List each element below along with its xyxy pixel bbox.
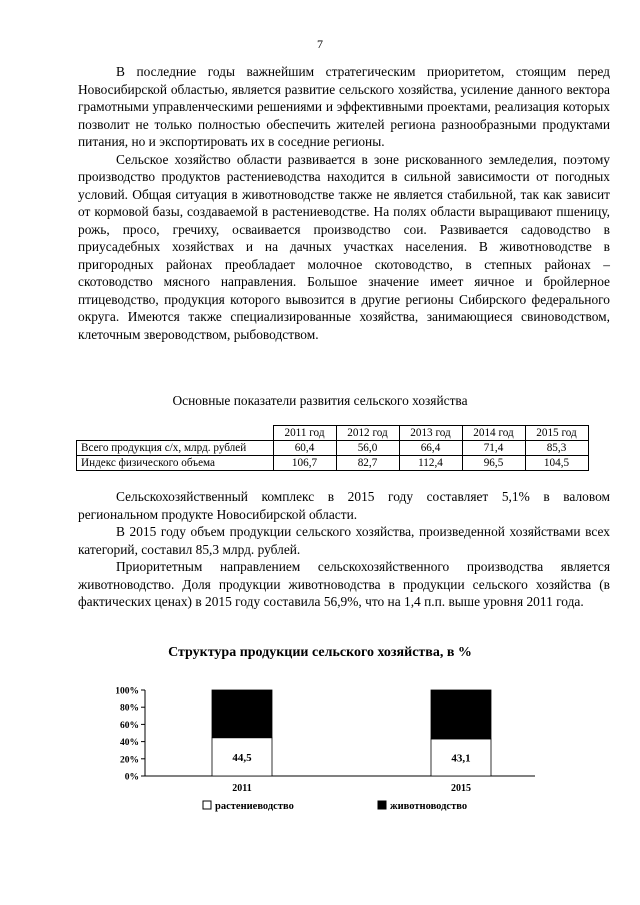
table-row [77,441,589,456]
legend-label: растениеводство [215,801,294,812]
y-tick-label: 20% [120,755,139,766]
legend-swatch [203,801,211,809]
table-cell: 66,4 [399,441,462,456]
x-tick-label: 2015 [451,783,471,794]
table-cell: 96,5 [462,456,525,471]
bar-segment-животноводство [212,690,272,738]
table-header-row [77,426,589,441]
table-header-cell: 2012 год [336,426,399,441]
table-header-cell: 2011 год [273,426,336,441]
table-header-cell: 2015 год [525,426,588,441]
page-number: 7 [317,37,323,51]
row-label: Всего продукция с/х, млрд. рублей [77,441,274,456]
y-tick-label: 100% [115,686,139,697]
table-header-cell: 2014 год [462,426,525,441]
middle-text [78,488,610,611]
table-cell: 106,7 [273,456,336,471]
paragraph: Приоритетным направлением сельскохозяйственного производства является животноводство. Доля продукции животноводства в продукции сельского хозяйства (в фактических ценах) в 2015 году составила 56,9%, что на 1,4 п.п. выше уровня 2011 года. [78,559,610,609]
legend-label: животноводство [390,801,468,812]
paragraph: В 2015 году объем продукции сельского хозяйства, произведенной хозяйствами всех категорий, составил 85,3 млрд. рублей. [78,524,610,557]
paragraph: В последние годы важнейшим стратегическим приоритетом, стоящим перед Новосибирской областью, является развитие сельского хозяйства, усиление данного вектора грамотными управленческими решениями и эффективными проектами, реализация которых позволит не только полностью обеспечить жителей региона разнообразными продуктами питания, но и экспортировать их в соседние регионы. [78,64,610,149]
y-tick-label: 0% [124,772,139,783]
data-label: 43,1 [451,752,471,765]
paragraph: Сельское хозяйство области развивается в зоне рискованного земледелия, поэтому производство продуктов растениеводства находится в сильной зависимости от погодных условий. Общая ситуация в животноводстве также не является стабильной, так как зависит от кормовой базы, создаваемой в растениеводстве. На полях области выращивают пшеницу, рожь, просо, гречиху, осваивается производство сои. Развивается садоводство в приусадебных хозяйствах и на дачных участках населения. В животноводстве в пригородных районах преобладает молочное скотоводство, в степных районах – скотоводство мясного направления. Большое значение имеет яичное и бройлерное птицеводство, продукция которого вывозится в другие регионы Сибирского федерального округа. Имеются также специализированные хозяйства, занимающиеся свиноводством, клеточным звероводством, рыбоводством. [78,151,610,342]
data-label: 44,5 [232,751,252,764]
table-header-cell: 2013 год [399,426,462,441]
table-cell: 85,3 [525,441,588,456]
intro-text [78,63,610,343]
y-tick-label: 60% [120,720,139,731]
table-row [77,456,589,471]
x-tick-label: 2011 [232,783,252,794]
row-label: Индекс физического объема [77,456,274,471]
table-title: Основные показатели развития сельского хозяйства [172,393,468,408]
legend-swatch [378,801,386,809]
paragraph: Сельскохозяйственный комплекс в 2015 году составляет 5,1% в валовом региональном продукте Новосибирской области. [78,489,610,522]
table-cell: 71,4 [462,441,525,456]
y-tick-label: 80% [120,703,139,714]
table-cell: 82,7 [336,456,399,471]
y-tick-label: 40% [120,738,139,749]
chart-title: Структура продукции сельского хозяйства, в % [168,645,472,660]
table-cell: 60,4 [273,441,336,456]
table-corner-cell [77,426,274,441]
stacked-bar-chart [95,678,555,838]
bar-segment-животноводство [431,690,491,739]
table-cell: 56,0 [336,441,399,456]
table-cell: 112,4 [399,456,462,471]
indicators-table [76,425,589,471]
table-cell: 104,5 [525,456,588,471]
